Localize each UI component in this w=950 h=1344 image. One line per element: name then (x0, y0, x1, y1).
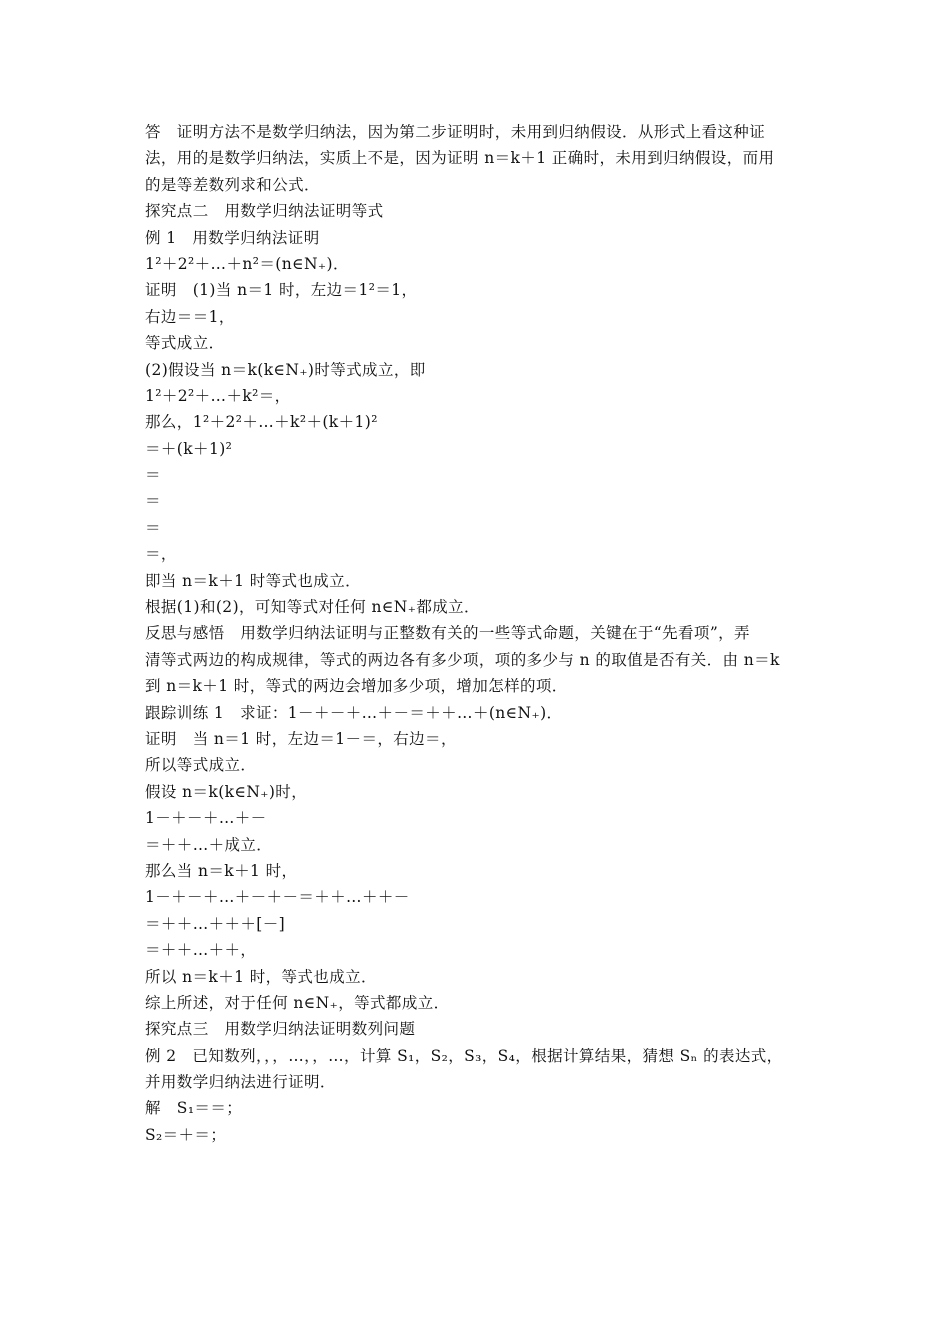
text-line: 并用数学归纳法进行证明． (145, 1073, 336, 1092)
formula-line: S₂＝＋＝； (145, 1125, 227, 1144)
formula-line: ＝ (145, 518, 161, 537)
text-line: 假设 n＝k(k∈N₊)时， (145, 782, 308, 801)
formula-line: 那么，1²＋2²＋…＋k²＋(k＋1)² (145, 413, 378, 432)
text-line: 清等式两边的构成规律，等式的两边各有多少项，项的多少与 n 的取值是否有关．由 n＝k (145, 650, 780, 669)
formula-line: ＝ (145, 466, 161, 485)
formula-line: ＝， (145, 545, 177, 564)
text-line: 的是等差数列求和公式． (145, 175, 320, 194)
example-heading: 例 1 用数学归纳法证明 (145, 228, 320, 247)
section-heading: 探究点三 用数学归纳法证明数列问题 (145, 1020, 416, 1039)
text-line: 证明 当 n＝1 时，左边＝1－＝，右边＝， (145, 729, 457, 748)
text-line: 法，用的是数学归纳法，实质上不是，因为证明 n＝k＋1 正确时，未用到归纳假设，而用 (145, 149, 775, 168)
example-heading: 例 2 已知数列，，，…，，…，计算 S₁，S₂，S₃，S₄，根据计算结果，猜想 Sₙ 的表达式， (145, 1046, 783, 1065)
text-line: 即当 n＝k＋1 时等式也成立． (145, 571, 361, 590)
text-line: (2)假设当 n＝k(k∈N₊)时等式成立，即 (145, 360, 426, 379)
formula-line: 1－＋－＋…＋－ (145, 809, 267, 828)
document-body (145, 119, 810, 1148)
text-line: 综上所述，对于任何 n∈N₊，等式都成立． (145, 993, 450, 1012)
text-line: 所以 n＝k＋1 时，等式也成立． (145, 967, 377, 986)
formula-line: 1²＋2²＋…＋k²＝， (145, 386, 291, 405)
text-line: 等式成立． (145, 334, 225, 353)
formula-line: ＝＋(k＋1)² (145, 439, 233, 458)
text-line: 所以等式成立． (145, 756, 257, 775)
text-line: 证明 (1)当 n＝1 时，左边＝1²＝1， (145, 281, 418, 300)
formula-line: ＝＋＋…＋成立． (145, 835, 273, 854)
text-line: 那么当 n＝k＋1 时， (145, 861, 298, 880)
text-line: 反思与感悟 用数学归纳法证明与正整数有关的一些等式命题，关键在于“先看项”，弄 (145, 624, 750, 643)
formula-line: ＝＋＋…＋＋＋[－] (145, 914, 286, 933)
formula-line: 解 S₁＝＝； (145, 1099, 243, 1118)
formula-line: ＝ (145, 492, 161, 511)
text-line: 根据(1)和(2)，可知等式对任何 n∈N₊都成立． (145, 598, 480, 617)
text-line: 答 证明方法不是数学归纳法，因为第二步证明时，未用到归纳假设．从形式上看这种证 (145, 123, 766, 141)
section-heading: 探究点二 用数学归纳法证明等式 (145, 202, 384, 221)
text-line: 到 n＝k＋1 时，等式的两边会增加多少项，增加怎样的项． (145, 677, 568, 696)
exercise-heading: 跟踪训练 1 求证：1－＋－＋…＋－＝＋＋…＋(n∈N₊)． (145, 703, 563, 722)
formula-line: ＝＋＋…＋＋， (145, 941, 257, 960)
formula-line: 右边＝＝1， (145, 307, 235, 326)
formula-line: 1²＋2²＋…＋n²＝(n∈N₊)． (145, 254, 349, 273)
formula-line: 1－＋－＋…＋－＋－＝＋＋…＋＋－ (145, 888, 410, 907)
